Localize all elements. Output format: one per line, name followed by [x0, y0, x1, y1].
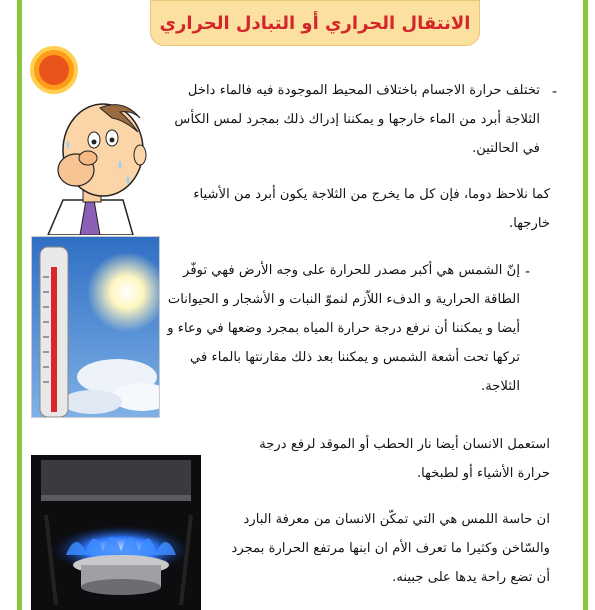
- bullet-1: -: [552, 84, 558, 100]
- left-green-border: [0, 0, 22, 610]
- thermometer-photo: [31, 236, 160, 418]
- bullet-2: -: [525, 264, 531, 280]
- title-banner: [150, 0, 480, 46]
- paragraph-fridge-colder: كما نلاحظ دوما، فإن كل ما يخرج من الثلاجة يكون أبرد من الأشياء خارجها.: [193, 187, 550, 231]
- paragraph-fridge-water: تختلف حرارة الاجسام باختلاف المحيط الموجودة فيه فالماء داخل الثلاجة أبرد من الماء خارجها و يمكننا إدراك ذلك بمجرد لمس الكأس في الحالتين.: [174, 83, 540, 156]
- page-title: الانتقال الحراري أو التبادل الحراري: [159, 12, 471, 34]
- gas-stove-photo: [31, 455, 201, 610]
- hot-man-illustration: [28, 40, 148, 235]
- right-green-border: [583, 0, 595, 610]
- paragraph-fire-stove: استعمل الانسان أيضا نار الحطب أو الموقد لرفع درجة حرارة الأشياء أو لطبخها.: [259, 437, 550, 481]
- paragraph-sun-heat: إنّ الشمس هي أكبر مصدر للحرارة على وجه الأرض فهي توفّر الطاقة الحرارية و الدفء اللاّزم لنموّ النبات و الأشجار و الحيوانات أيضا و يمكننا أن نرفع درجة حرارة المياه بمجرد وضعها في وعاء و تركها تحت أشعة الشمس و يمكننا بعد ذلك مقارنتها بالماء في الثلاجة.: [167, 263, 520, 394]
- paragraph-touch-sense: ان حاسة اللمس هي التي تمكّن الانسان من معرفة البارد والسّاخن وكثيرا ما تعرف الأم ان ابنها مرتفع الحرارة بمجرد أن تضع راحة يدها على جبينه.: [231, 512, 550, 585]
